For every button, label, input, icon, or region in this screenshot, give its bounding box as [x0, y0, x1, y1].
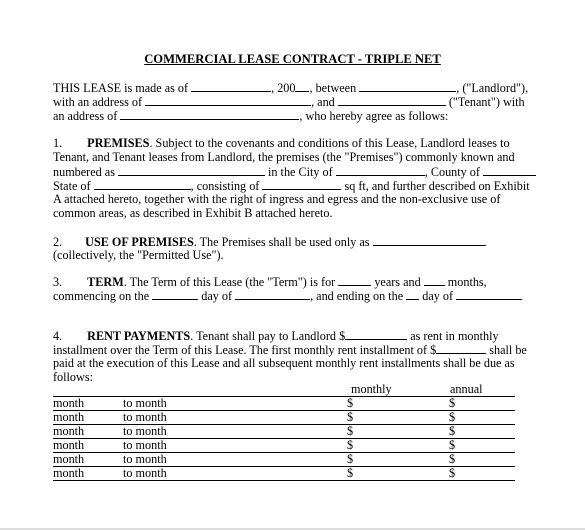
intro-line-3: an address of , who hereby agree as follows: [53, 109, 449, 123]
annual-amount[interactable]: $ [449, 424, 456, 438]
row-from-month[interactable]: month [53, 424, 85, 438]
use-line-2: (collectively, the "Permitted Use"). [53, 248, 224, 262]
row-to-month[interactable]: to month [123, 410, 167, 424]
date-blank[interactable] [191, 80, 271, 92]
first-installment-blank[interactable] [436, 342, 486, 354]
tenant-address-blank[interactable] [120, 108, 299, 120]
premises-line-1: 1. PREMISES. Subject to the covenants and conditions of this Lease, Landlord leases to [53, 136, 510, 150]
monthly-column-header: monthly [351, 382, 392, 396]
annual-amount[interactable]: $ [449, 396, 456, 410]
premises-heading: PREMISES [87, 136, 150, 150]
row-from-month[interactable]: month [53, 438, 85, 452]
row-to-month[interactable]: to month [123, 452, 167, 466]
end-month-blank[interactable] [456, 288, 522, 300]
premises-line-6: common areas, as described in Exhibit B attached hereto. [53, 206, 333, 220]
rent-line-1: 4. RENT PAYMENTS. Tenant shall pay to Landlord $ as rent in monthly [53, 329, 499, 343]
premises-line-5: A attached hereto, together with the right of ingress and egress and the non-exclusive use of [53, 192, 501, 206]
state-blank[interactable] [94, 178, 191, 190]
city-blank[interactable] [336, 164, 425, 176]
premises-number-blank[interactable] [118, 164, 265, 176]
term-years-blank[interactable] [338, 274, 371, 286]
rent-heading: RENT PAYMENTS [87, 329, 191, 343]
row-from-month[interactable]: month [53, 410, 85, 424]
year-blank[interactable] [295, 80, 309, 92]
row-to-month[interactable]: to month [123, 438, 167, 452]
annual-amount[interactable]: $ [449, 410, 456, 424]
intro-line-1: THIS LEASE is made as of , 200 , between , ("Landlord"), [53, 81, 529, 95]
intro-line-2: with an address of , and ("Tenant") with [53, 95, 525, 109]
county-blank[interactable] [483, 164, 536, 176]
rent-line-3: paid at the execution of this Lease and all subsequent monthly rent installments shall be due as [53, 356, 515, 370]
rent-line-2: installment over the Term of this Lease. The first monthly rent installment of $ shall be [53, 343, 527, 357]
monthly-amount[interactable]: $ [347, 396, 354, 410]
landlord-name-blank[interactable] [359, 80, 456, 92]
tenant-name-blank[interactable] [338, 94, 446, 106]
term-line-1: 3. TERM. The Term of this Lease (the "Term") is for years and months, [53, 275, 487, 289]
rent-amount-blank[interactable] [345, 328, 407, 340]
start-day-blank[interactable] [152, 288, 198, 300]
premises-line-3: numbered as in the City of , County of [53, 164, 536, 178]
rent-line-4: follows: [53, 370, 93, 384]
annual-amount[interactable]: $ [449, 466, 456, 480]
landlord-address-blank[interactable] [145, 94, 311, 106]
annual-amount[interactable]: $ [449, 452, 456, 466]
start-month-blank[interactable] [235, 288, 310, 300]
monthly-amount[interactable]: $ [347, 438, 354, 452]
term-line-2: commencing on the day of , and ending on the day of [53, 288, 522, 302]
row-to-month[interactable]: to month [123, 396, 167, 410]
monthly-amount[interactable]: $ [347, 466, 354, 480]
premises-line-4: State of , consisting of sq ft, and further described on Exhibit [53, 179, 530, 193]
row-from-month[interactable]: month [53, 466, 85, 480]
monthly-amount[interactable]: $ [347, 410, 354, 424]
row-to-month[interactable]: to month [123, 466, 167, 480]
annual-column-header: annual [450, 382, 483, 396]
square-feet-blank[interactable] [262, 178, 341, 190]
term-months-blank[interactable] [424, 274, 445, 286]
row-from-month[interactable]: month [53, 396, 85, 410]
end-day-blank[interactable] [406, 288, 419, 300]
table-rule [53, 480, 515, 481]
use-heading: USE OF PREMISES [85, 235, 194, 249]
use-line-1: 2. USE OF PREMISES. The Premises shall be used only as [53, 234, 486, 248]
premises-line-2: Tenant, and Tenant leases from Landlord, the premises (the "Premises") commonly known and [53, 150, 515, 164]
monthly-amount[interactable]: $ [347, 452, 354, 466]
row-to-month[interactable]: to month [123, 424, 167, 438]
term-heading: TERM [87, 275, 124, 289]
monthly-amount[interactable]: $ [347, 424, 354, 438]
row-from-month[interactable]: month [53, 452, 85, 466]
annual-amount[interactable]: $ [449, 438, 456, 452]
document-title: COMMERCIAL LEASE CONTRACT - TRIPLE NET [144, 52, 441, 66]
permitted-use-blank[interactable] [373, 234, 486, 246]
